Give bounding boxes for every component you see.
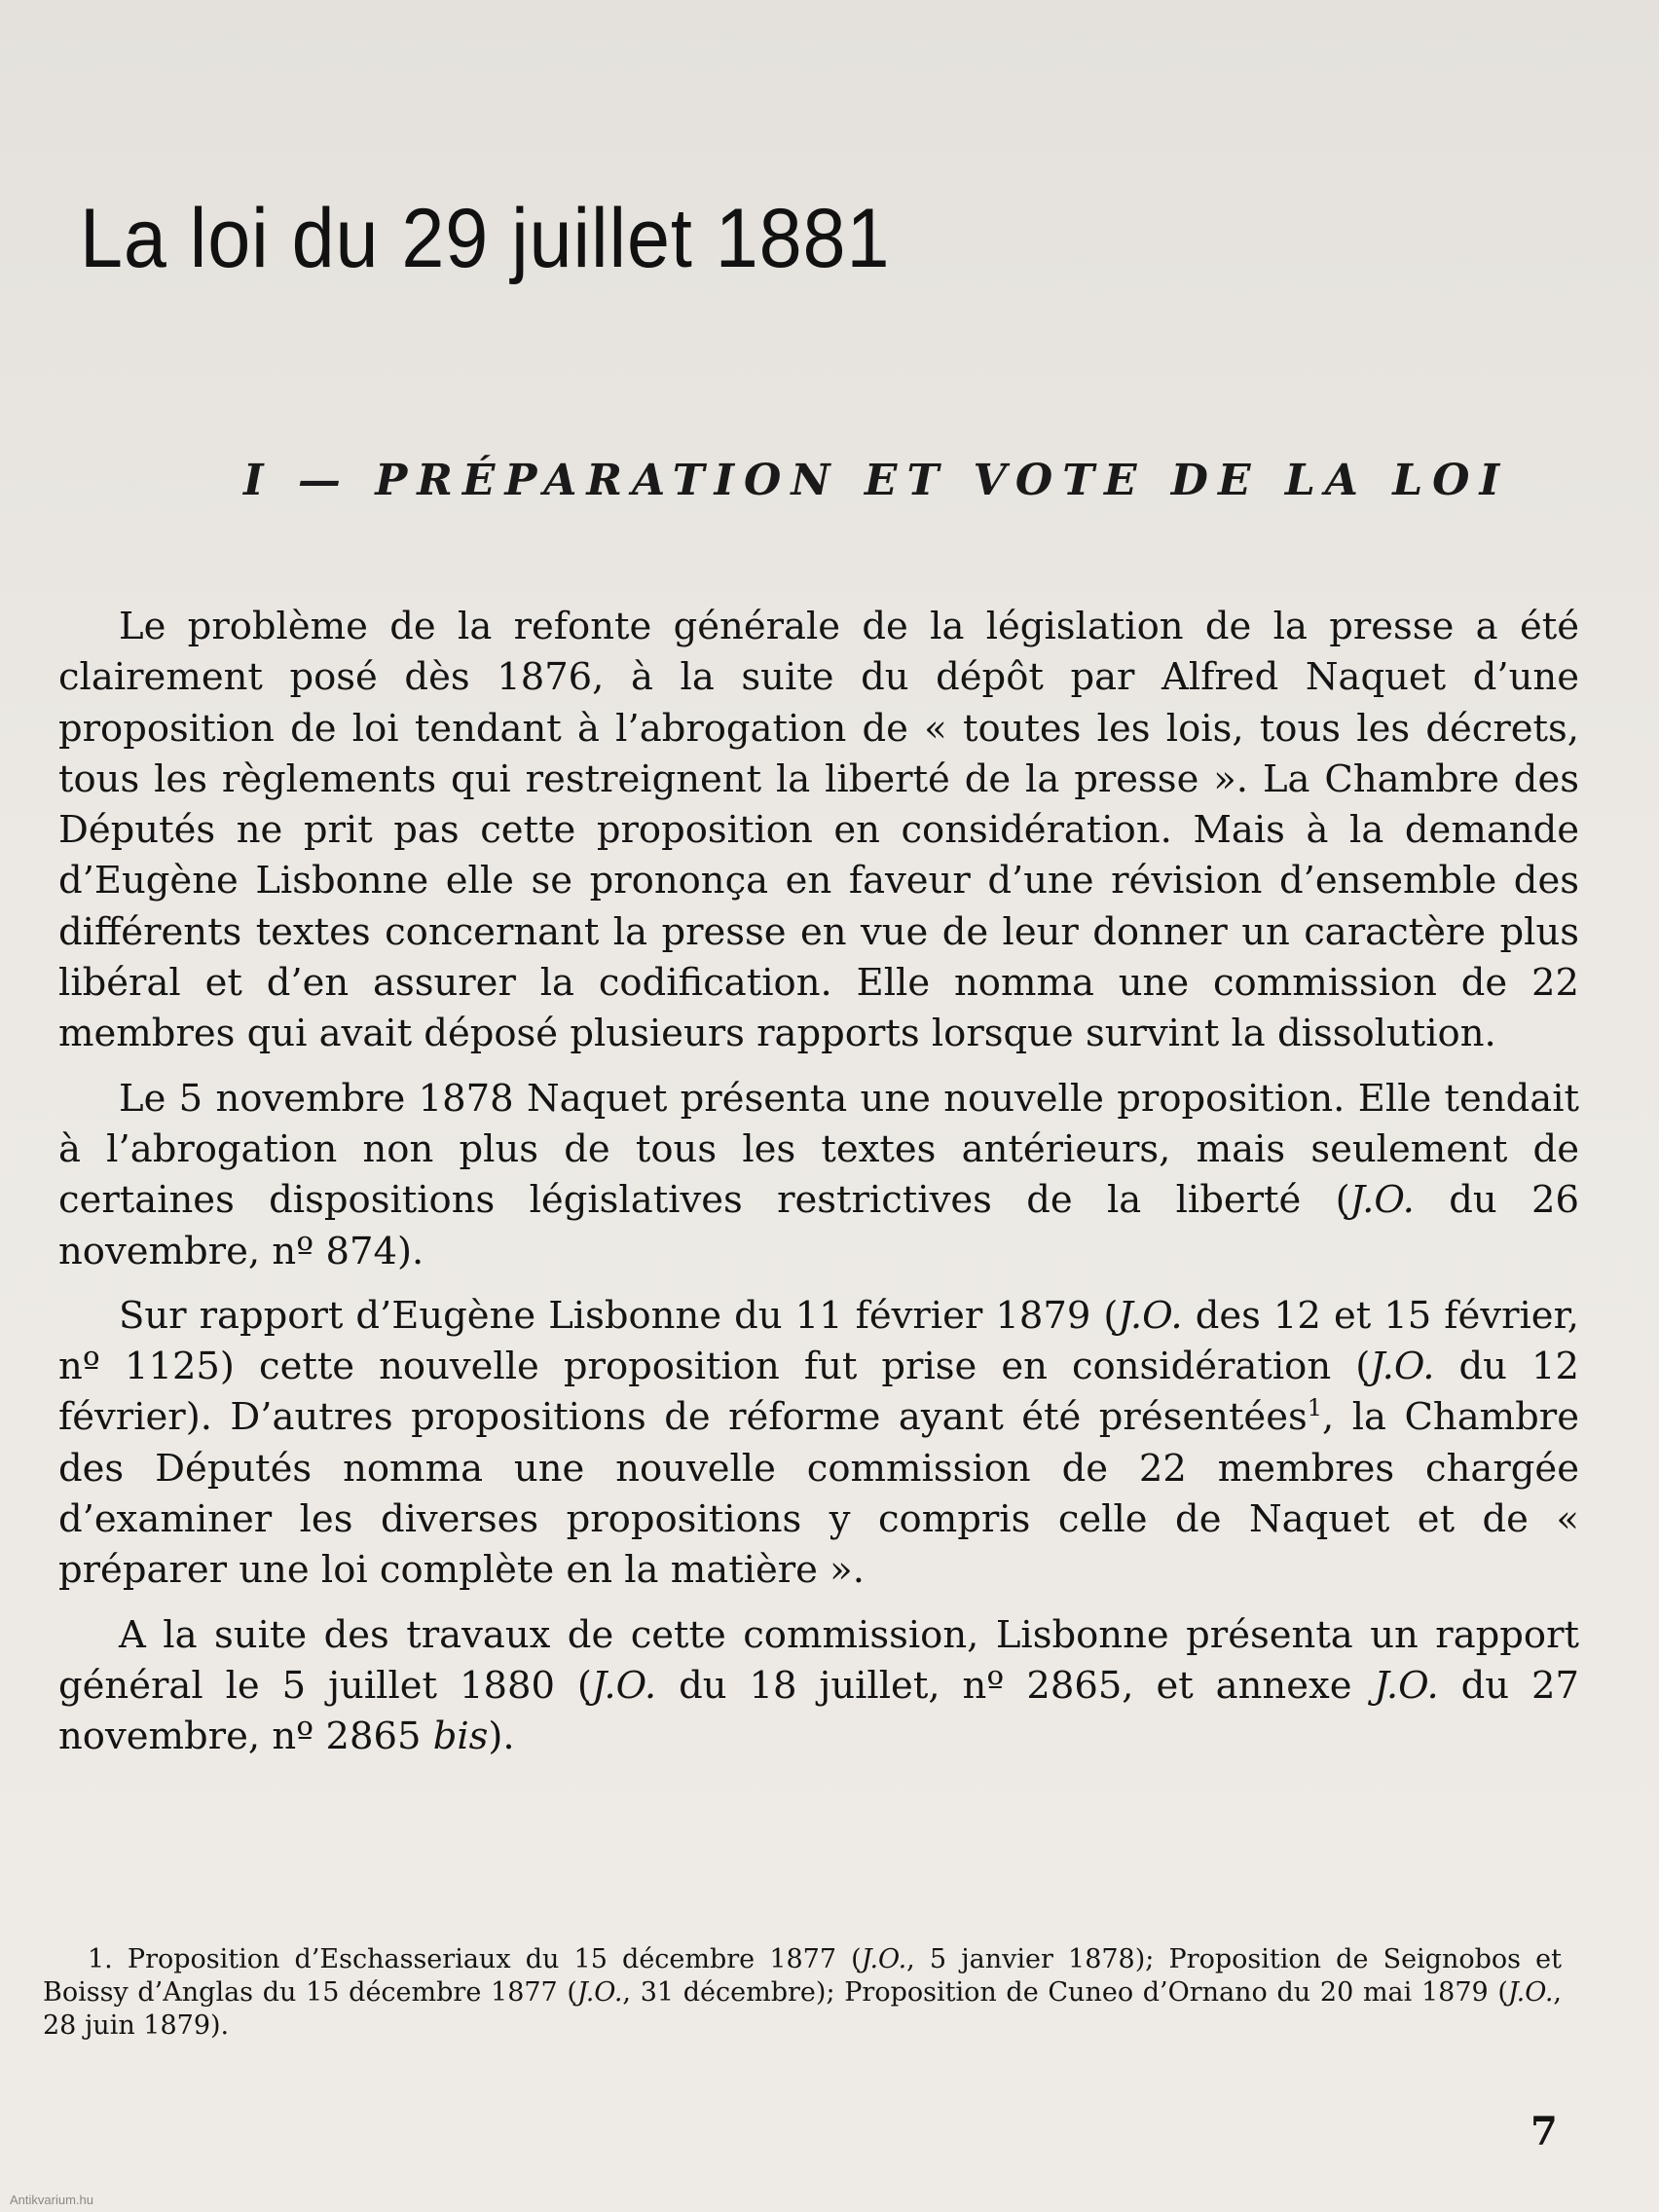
watermark: Antikvarium.hu <box>10 2193 93 2207</box>
paragraph-1: Le problème de la refonte générale de la législation de la presse a été clairement posé dès 1876, à la suite du dépôt par Alfred Naquet d’une proposition de loi tendant à l’abrogation de « toutes les lois, tous les décrets, tous les règlements qui restreignent la liberté de la presse ». La Chambre des Députés ne prit pas cette proposition en considération. Mais à la demande d’Eugène Lisbonne elle se prononça en faveur d’une révision d’ensemble des différents textes concernant la presse en vue de leur donner un caractère plus libéral et d’en assurer la codification. Elle nomma une commission de 22 membres qui avait déposé plusieurs rapports lorsque survint la dissolution. <box>58 605 1579 1056</box>
journal-officiel-ref: J.O. <box>576 1977 623 2008</box>
journal-officiel-ref: J.O. <box>591 1663 657 1708</box>
text-span: A la suite des travaux de cette commission, Lisbonne présenta un rapport général le 5 juillet 1880 ( <box>58 1612 1579 1708</box>
text-span: des 12 et 15 février, nº 1125) cette nouvelle proposition fut prise en considération ( <box>58 1293 1579 1389</box>
paragraph-4 <box>58 1610 1579 1763</box>
text-span: , 5 janvier 1878); Proposition de Seignobos et Boissy d’Anglas du 15 décembre 1877 ( <box>43 1944 1562 2008</box>
journal-officiel-ref: J.O. <box>1370 1345 1435 1389</box>
chapter-title: La loi du 29 juillet 1881 <box>80 192 891 285</box>
text-span: du 12 février). D’autres propositions de réforme ayant été présentées <box>58 1345 1579 1440</box>
text-span: du 27 novembre, nº 2865 <box>58 1663 1579 1759</box>
journal-officiel-ref: J.O. <box>861 1944 907 1974</box>
journal-officiel-ref: J.O. <box>1349 1178 1415 1223</box>
bis-marker: bis <box>432 1714 489 1759</box>
paragraph-2 <box>58 1074 1579 1277</box>
section-heading: I — PRÉPARATION ET VOTE DE LA LOI <box>243 456 1510 505</box>
text-span: du 18 juillet, nº 2865, et annexe <box>656 1663 1375 1708</box>
text-span: du 26 novembre, nº 874). <box>58 1178 1579 1273</box>
journal-officiel-ref: J.O. <box>1374 1663 1439 1708</box>
journal-officiel-ref: J.O. <box>1118 1293 1183 1338</box>
text-span: , 28 juin 1879). <box>43 1977 1562 2041</box>
text-span: Le 5 novembre 1878 Naquet présenta une nouvelle proposition. Elle tendait à l’abrogation non plus de tous les textes antérieurs, mais seulement de certaines dispositions législatives restrictives de la liberté ( <box>58 1076 1579 1223</box>
journal-officiel-ref: J.O. <box>1507 1977 1554 2008</box>
text-span: , 31 décembre); Proposition de Cuneo d’Ornano du 20 mai 1879 ( <box>622 1977 1508 2008</box>
footnote <box>43 1943 1562 2043</box>
footnote-marker: 1 <box>1307 1394 1323 1422</box>
text-span: Sur rapport d’Eugène Lisbonne du 11 février 1879 ( <box>119 1293 1119 1338</box>
body-text <box>58 602 1579 1777</box>
text-span: , la Chambre des Députés nomma une nouvelle commission de 22 membres chargée d’examiner les diverses propositions y compris celle de Naquet et de « préparer une loi complète en la matière ». <box>58 1395 1580 1593</box>
paragraph-3 <box>58 1291 1579 1597</box>
text-span: 1. Proposition d’Eschasseriaux du 15 décembre 1877 ( <box>88 1944 862 1974</box>
page-number: 7 <box>1530 2109 1558 2155</box>
text-span: ). <box>488 1714 515 1759</box>
